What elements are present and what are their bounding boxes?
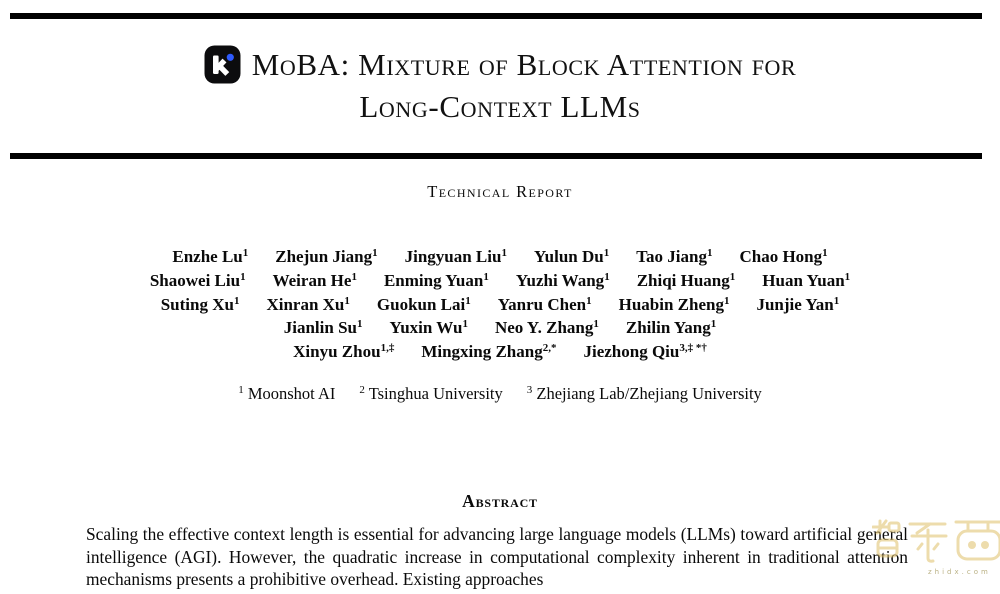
title-line-1 [204, 47, 797, 82]
author-affiliation-sup: 1 [603, 247, 610, 259]
authors-row [0, 294, 1000, 318]
author-affiliation-sup: 1 [465, 294, 471, 307]
author-affiliation-sup: 1 [822, 247, 828, 259]
report-type-subtitle: Technical Report [427, 182, 573, 201]
abstract-heading: Abstract [462, 491, 538, 511]
author-affiliation-sup: 1 [501, 247, 507, 259]
affiliation: $^2$ Tsinghua University [359, 384, 503, 403]
author-affiliation-sup: 1 [706, 247, 713, 259]
title-bottom-rule [10, 153, 982, 159]
author-affiliation-sup: 1 [357, 318, 363, 331]
author-name: Xinran Xu$^1$ [266, 294, 350, 314]
author-affiliation-sup: 1 [351, 270, 357, 283]
author-name: Zhiqi Huang$^1$ [636, 270, 736, 290]
top-rule [10, 13, 982, 19]
author-affiliation-sup: 1 [233, 294, 240, 307]
author-name: Huan Yuan$^1$ [762, 270, 851, 290]
author-name: Mingxing Zhang$^{2,*}$ [421, 342, 557, 362]
author-name: Yanru Chen$^1$ [497, 294, 592, 314]
author-affiliation-sup: 1 [833, 294, 840, 307]
affiliation: $^1$ Moonshot AI [238, 384, 336, 403]
author-affiliation-sup: 1,‡ [380, 342, 395, 355]
authors-row [0, 246, 1000, 270]
author-name: Yulun Du$^1$ [533, 247, 610, 266]
affiliation-list [0, 384, 1000, 404]
author-name: Zhejun Jiang$^1$ [275, 247, 378, 266]
author-name: Jingyuan Liu$^1$ [404, 247, 507, 266]
author-name: Enzhe Lu$^1$ [172, 247, 249, 266]
author-name: Neo Y. Zhang$^1$ [494, 318, 599, 338]
author-name: Huabin Zheng$^1$ [618, 294, 730, 314]
author-name: Chao Hong$^1$ [739, 247, 828, 266]
author-affiliation-sup: 1 [844, 270, 851, 283]
author-affiliation-sup: 1 [242, 247, 249, 259]
abstract-paragraph: Scaling the effective context length is essential for advancing large language models (LLMs) toward artificial general intelligence (AGI). However, the quadratic increase in computational complexity inherent in traditional attention mechanisms presents a prohibitive overhead. Existing approaches [86, 524, 908, 589]
authors-row [0, 341, 1000, 365]
author-affiliation-sup: 1 [344, 294, 350, 307]
title-line-2 [359, 89, 640, 124]
kimi-logo-icon [204, 45, 241, 84]
author-name: Enming Yuan$^1$ [383, 270, 489, 290]
author-affiliation-sup: 3,‡ *† [679, 342, 707, 355]
author-name: Yuzhi Wang$^1$ [515, 270, 610, 290]
author-name: Junjie Yan$^1$ [756, 294, 840, 314]
authors-row [0, 317, 1000, 341]
author-affiliation-sup: 1 [729, 270, 736, 283]
author-name: Tao Jiang$^1$ [636, 247, 713, 266]
author-affiliation-sup: 1 [372, 247, 378, 259]
author-affiliation-sup: 1 [710, 318, 717, 331]
author-list [0, 246, 1000, 365]
author-name: Zhilin Yang$^1$ [625, 318, 717, 338]
title-text-line-2: Long-Context LLMs [359, 89, 641, 124]
title-text-line-1: MoBA: Mixture of Block Attention for [251, 47, 797, 82]
author-affiliation-sup: 1 [462, 318, 468, 331]
author-name: Jianlin Su$^1$ [283, 318, 363, 338]
author-affiliation-sup: 1 [593, 318, 599, 331]
author-name: Jiezhong Qiu$^{3,\ddagger *\dagger}$ [583, 342, 707, 362]
author-name: Guokun Lai$^1$ [376, 294, 471, 314]
zhidongxi-watermark-url: zhidx.com [928, 568, 991, 576]
author-affiliation-sup: 1 [483, 270, 489, 283]
paper-title [0, 44, 1000, 128]
author-affiliation-sup: 1 [586, 294, 592, 307]
affiliation: $^3$ Zhejiang Lab/Zhejiang University [526, 384, 762, 403]
author-name: Yuxin Wu$^1$ [389, 318, 468, 338]
author-affiliation-sup: 2,* [542, 342, 557, 355]
author-name: Weiran He$^1$ [272, 270, 357, 290]
authors-row [0, 270, 1000, 294]
author-name: Xinyu Zhou$^{1,\ddagger}$ [293, 342, 395, 362]
author-affiliation-sup: 1 [240, 270, 246, 283]
author-affiliation-sup: 1 [604, 270, 610, 283]
author-name: Suting Xu$^1$ [160, 294, 240, 314]
author-affiliation-sup: 1 [723, 294, 730, 307]
author-name: Shaowei Liu$^1$ [149, 270, 246, 290]
